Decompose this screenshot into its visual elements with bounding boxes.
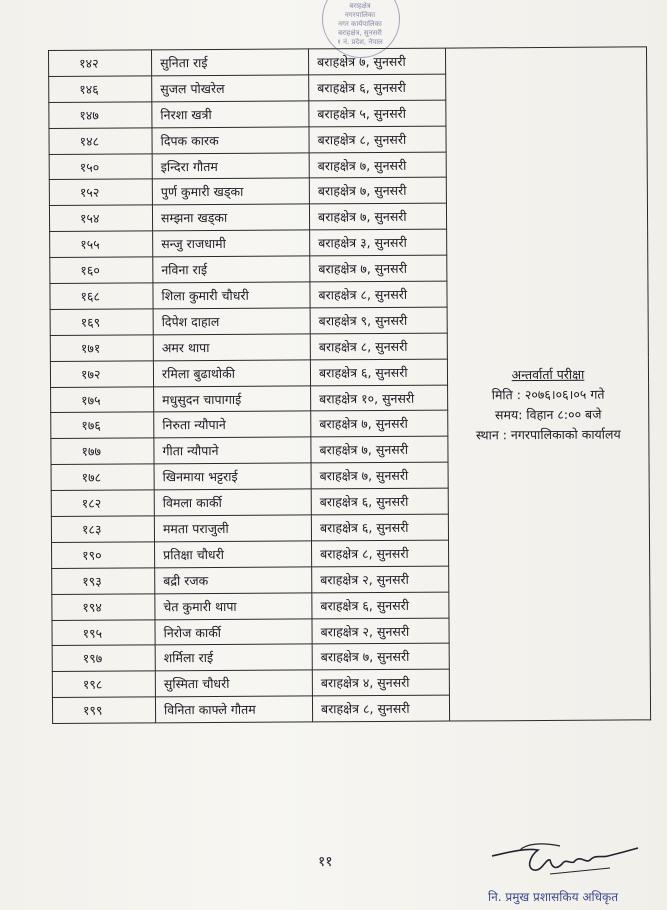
stamp-line: नगरपालिका	[344, 11, 376, 19]
roll-number: १५४	[49, 205, 152, 232]
candidate-name: सुनिता राई	[152, 49, 309, 76]
roll-number: १४२	[49, 50, 152, 77]
candidate-name: ममता पराजुली	[154, 515, 311, 542]
candidate-name: इन्दिरा गौतम	[152, 152, 309, 179]
roll-number: १८२	[51, 490, 154, 517]
candidate-address: बराहक्षेत्र १०, सुनसरी	[311, 385, 448, 412]
signature-image	[490, 834, 650, 879]
candidate-address: बराहक्षेत्र ८, सुनसरी	[312, 695, 449, 722]
candidate-address: बराहक्षेत्र ६, सुनसरी	[309, 74, 446, 101]
candidate-name: निरुता न्यौपाने	[154, 411, 311, 438]
candidate-address: बराहक्षेत्र ८, सुनसरी	[309, 126, 446, 153]
candidate-address: बराहक्षेत्र ८, सुनसरी	[310, 281, 447, 308]
candidate-name: सुजल पोखरेल	[152, 75, 309, 102]
candidate-name: रमिला बुढाथोकी	[153, 360, 310, 387]
candidate-address: बराहक्षेत्र ६, सुनसरी	[312, 592, 449, 619]
interview-time: समय: विहान ८:०० बजे	[494, 406, 602, 423]
candidate-name: निरोज कार्की	[155, 618, 312, 645]
roll-number: १४७	[49, 102, 152, 129]
stamp-line: बराहक्षेत्र	[349, 2, 371, 10]
candidate-name: दिपेश दाहाल	[153, 308, 310, 335]
candidate-name: शिला कुमारी चौधरी	[153, 282, 310, 309]
candidate-address: बराहक्षेत्र ६, सुनसरी	[311, 514, 448, 541]
candidate-name: विनिता काफ्ले गौतम	[155, 696, 312, 723]
candidate-name: सन्जु राजधामी	[153, 230, 310, 257]
candidate-address: बराहक्षेत्र ३, सुनसरी	[310, 229, 447, 256]
roll-number: १९४	[52, 594, 155, 621]
candidate-name: नविना राई	[153, 256, 310, 283]
page-number: ११	[318, 854, 333, 870]
candidate-name: मधुसुदन चापागाई	[154, 385, 311, 412]
candidate-address: बराहक्षेत्र ४, सुनसरी	[312, 669, 449, 696]
candidate-name: विमला कार्की	[154, 489, 311, 516]
candidate-address: बराहक्षेत्र ८, सुनसरी	[312, 540, 449, 567]
roll-number: १९८	[52, 671, 155, 698]
candidate-address: बराहक्षेत्र ७, सुनसरी	[311, 436, 448, 463]
candidate-address: बराहक्षेत्र ७, सुनसरी	[312, 644, 449, 671]
roll-number: १८३	[51, 516, 154, 543]
roll-number: १९७	[52, 645, 155, 672]
roll-number: १४८	[49, 128, 152, 155]
table-row	[49, 47, 647, 77]
stamp-line: बराहक्षेत्र, सुनसरी	[338, 29, 382, 37]
candidate-rows	[49, 47, 651, 724]
candidate-address: बराहक्षेत्र ७, सुनसरी	[309, 178, 446, 205]
interview-info-cell	[445, 47, 650, 721]
candidate-address: बराहक्षेत्र ७, सुनसरी	[308, 48, 445, 75]
candidate-address: बराहक्षेत्र ७, सुनसरी	[309, 203, 446, 230]
interview-details	[448, 364, 648, 445]
candidate-name: पुर्ण कुमारी खड्का	[152, 178, 309, 205]
interview-venue: स्थान : नगरपालिकाको कार्यालय	[475, 426, 621, 443]
roll-number: १७६	[51, 412, 154, 439]
stamp-line: नगर कार्यपालिका	[338, 20, 382, 28]
roll-number: १७८	[51, 464, 154, 491]
roll-number: १७५	[51, 386, 154, 413]
candidate-name: सम्झना खड्का	[152, 204, 309, 231]
roll-number: १९०	[52, 542, 155, 569]
candidate-name: दिपक कारक	[152, 127, 309, 154]
candidate-address: बराहक्षेत्र २, सुनसरी	[312, 618, 449, 645]
candidate-table	[48, 46, 651, 724]
roll-number: १९३	[52, 568, 155, 595]
candidate-name: प्रतिक्षा चौधरी	[155, 541, 312, 568]
candidate-name: बद्री रजक	[155, 567, 312, 594]
interview-title: अन्तर्वार्ता परीक्षा	[511, 366, 585, 383]
candidate-name: अमर थापा	[153, 334, 310, 361]
roll-number: १७१	[50, 335, 153, 362]
candidate-name: गीता न्यौपाने	[154, 437, 311, 464]
candidate-address: बराहक्षेत्र ७, सुनसरी	[309, 152, 446, 179]
roll-number: १७७	[51, 438, 154, 465]
candidate-address: बराहक्षेत्र ७, सुनसरी	[311, 411, 448, 438]
candidate-name: शर्मिला राई	[155, 644, 312, 671]
stamp-text	[306, 2, 414, 47]
officer-title: नि. प्रमुख प्रशासकिय अधिकृत	[488, 890, 619, 904]
candidate-address: बराहक्षेत्र ७, सुनसरी	[310, 255, 447, 282]
candidate-address: बराहक्षेत्र ५, सुनसरी	[309, 100, 446, 127]
roll-number: १५०	[49, 153, 152, 180]
candidate-address: बराहक्षेत्र ८, सुनसरी	[310, 333, 447, 360]
interview-date: मिति : २०७६।०६।०५ गते	[491, 386, 605, 403]
candidate-address: बराहक्षेत्र ७, सुनसरी	[311, 462, 448, 489]
candidate-address: बराहक्षेत्र ६, सुनसरी	[310, 359, 447, 386]
candidate-address: बराहक्षेत्र २, सुनसरी	[312, 566, 449, 593]
roll-number: १७२	[50, 361, 153, 388]
roll-number: १५५	[50, 231, 153, 258]
roll-number: १५२	[49, 179, 152, 206]
candidate-name: खिनमाया भट्टराई	[154, 463, 311, 490]
candidate-name: चेत कुमारी थापा	[155, 593, 312, 620]
candidate-address: बराहक्षेत्र ९, सुनसरी	[310, 307, 447, 334]
roll-number: १६९	[50, 309, 153, 336]
stamp-line: १ नं. प्रदेश, नेपाल	[337, 38, 383, 46]
roll-number: १४६	[49, 76, 152, 103]
roll-number: १६८	[50, 283, 153, 310]
candidate-address: बराहक्षेत्र ६, सुनसरी	[311, 488, 448, 515]
roll-number: १९९	[52, 697, 155, 724]
candidate-name: सुस्मिता चौधरी	[155, 670, 312, 697]
candidate-name: निरशा खत्री	[152, 101, 309, 128]
roll-number: १६०	[50, 257, 153, 284]
roll-number: १९५	[52, 619, 155, 646]
